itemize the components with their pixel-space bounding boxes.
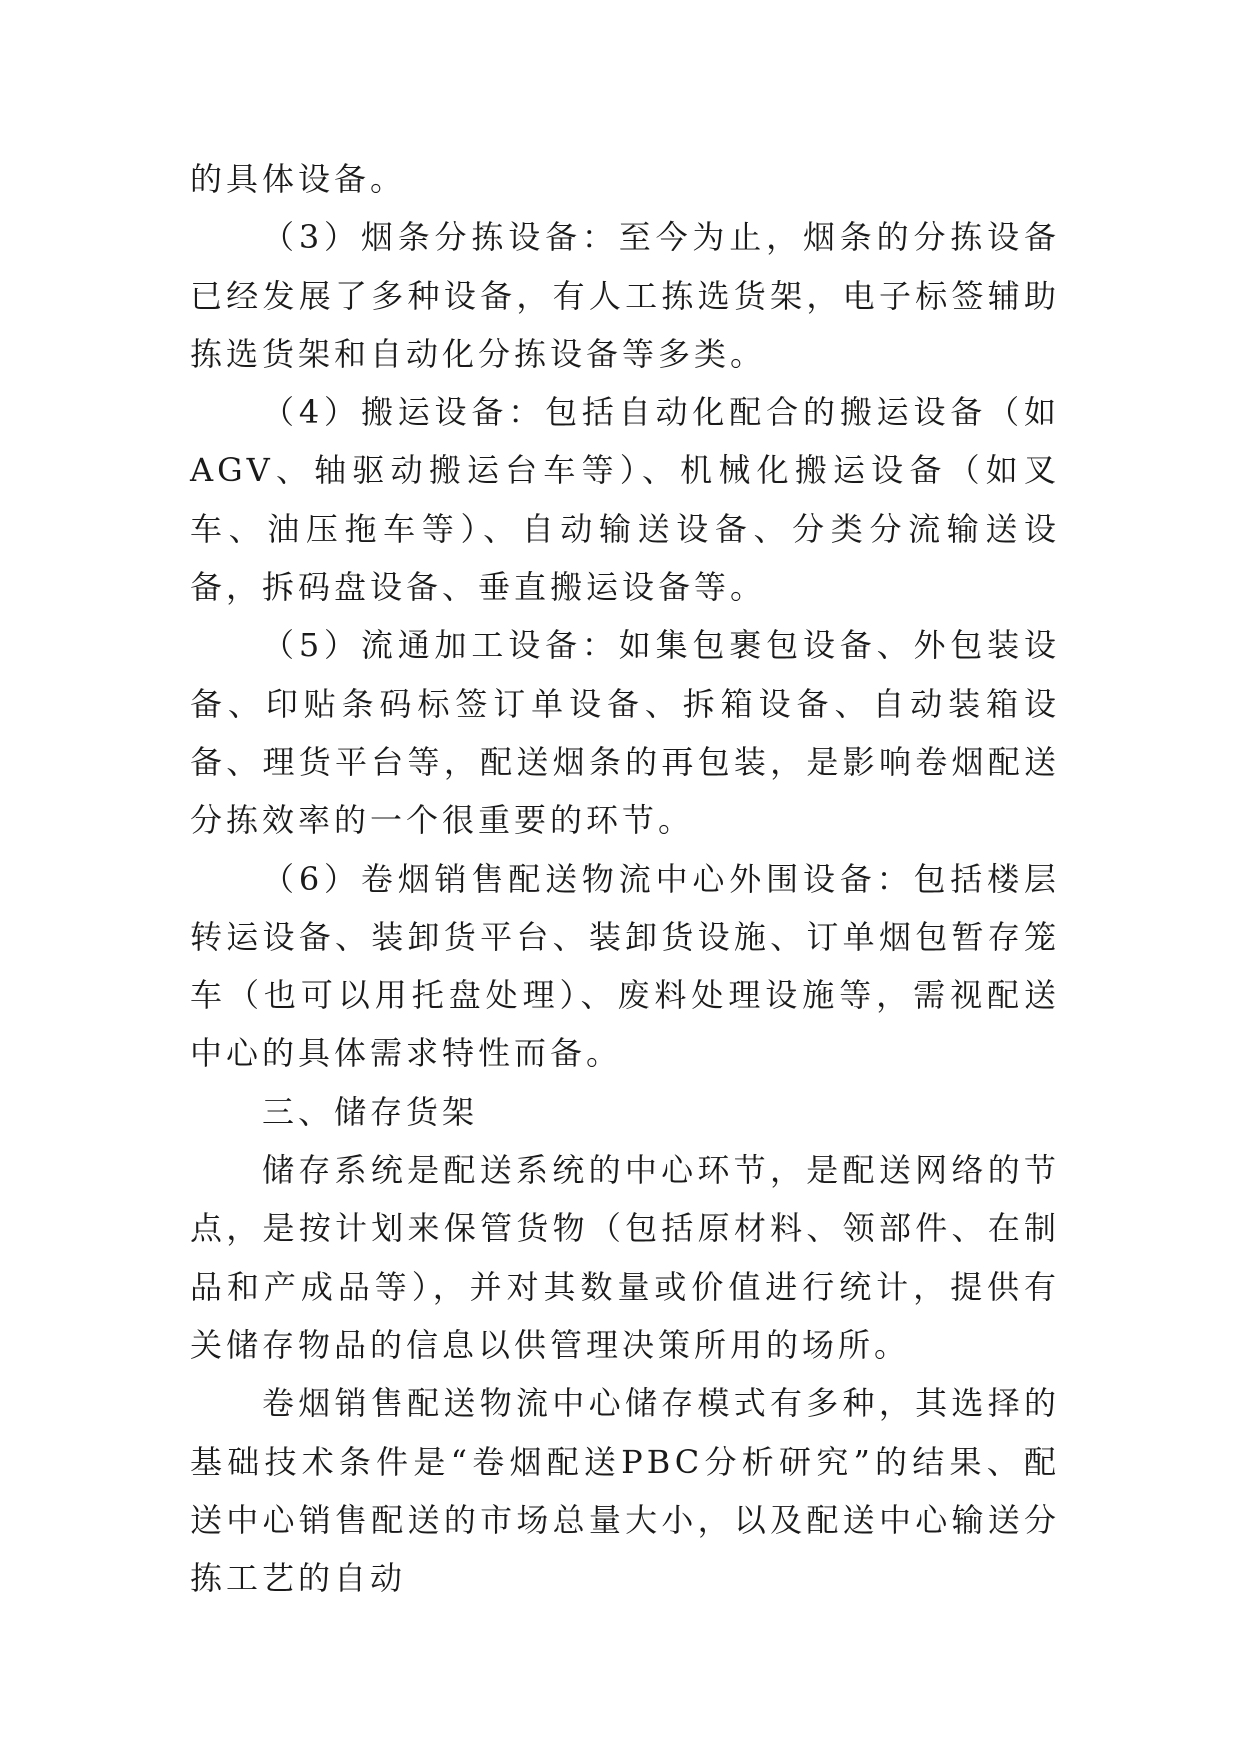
paragraph-continuation: 的具体设备。 [190,160,407,198]
document-body [190,150,1060,1607]
paragraph-storage-modes: 卷烟销售配送物流中心储存模式有多种，其选择的基础技术条件是“卷烟配送PBC分析研究”的结果、配送中心销售配送的市场总量大小，以及配送中心输送分拣工艺的自动 [190,1384,1060,1598]
paragraph-processing-equipment: （5）流通加工设备：如集包裹包设备、外包装设备、印贴条码标签订单设备、拆箱设备、自动装箱设备、理货平台等，配送烟条的再包装，是影响卷烟配送分拣效率的一个很重要的环节。 [190,626,1060,840]
paragraph-handling-equipment: （4）搬运设备：包括自动化配合的搬运设备（如AGV、轴驱动搬运台车等）、机械化搬运设备（如叉车、油压拖车等）、自动输送设备、分类分流输送设备，拆码盘设备、垂直搬运设备等。 [190,393,1060,607]
paragraph-peripheral-equipment: （6）卷烟销售配送物流中心外围设备：包括楼层转运设备、装卸货平台、装卸货设施、订单烟包暂存笼车（也可以用托盘处理）、废料处理设施等，需视配送中心的具体需求特性而备。 [190,859,1060,1073]
section-heading-storage-racks: 三、储存货架 [262,1092,479,1131]
paragraph-storage-system: 储存系统是配送系统的中心环节，是配送网络的节点，是按计划来保管货物（包括原材料、领部件、在制品和产成品等），并对其数量或价值进行统计，提供有关储存物品的信息以供管理决策所用的场所。 [190,1151,1060,1364]
paragraph-sorting-equipment: （3）烟条分拣设备：至今为止，烟条的分拣设备已经发展了多种设备，有人工拣选货架，电子标签辅助拣选货架和自动化分拣设备等多类。 [190,218,1060,373]
